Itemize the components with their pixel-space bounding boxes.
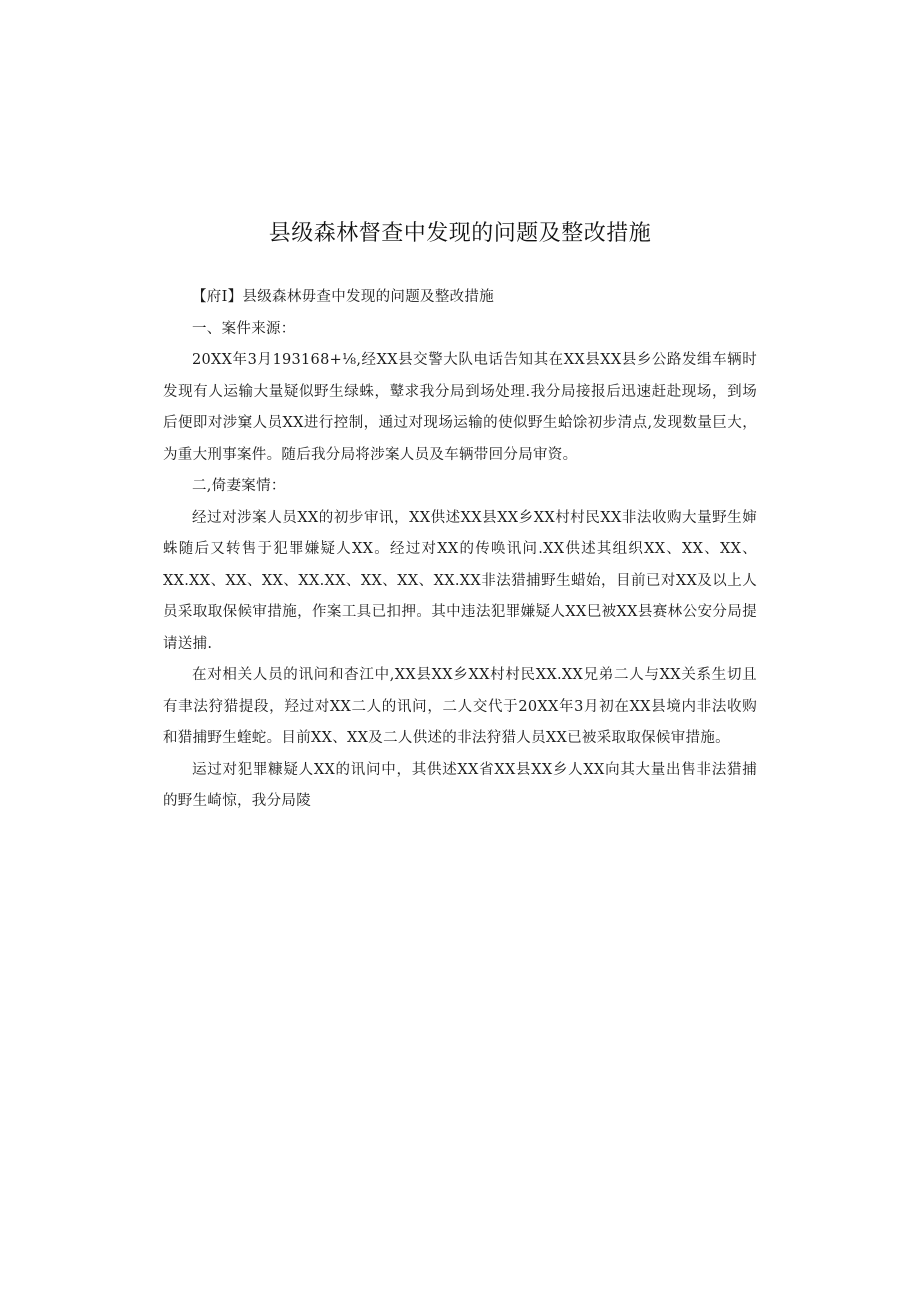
document-body (163, 282, 757, 818)
section-heading-case-source: 一、案件来源： (192, 320, 296, 337)
document-title: 县级森林督查中发现的问题及整改措施 (268, 221, 652, 246)
paragraph-initial-interrogation: 经过对涉案人员XX的初步审讯，XX供述XX县XX乡XX村村民XX非法收购大量野生婶蛛随后又转售于犯罪嫌疑人XX。经过对XX的传唤讯问.XX供述其组织XX、XX、XX、XX.XX、XX、XX、XX.XX、XX、XX、XX.XX非法猎捕野生蜡始，目前已对XX及以上人员采取取保候审措施，作案工具已扣押。其中违法犯罪嫌疑人XX巳被XX县赛林公安分局提请送捕. (163, 509, 757, 652)
section-heading-case-details: 二,倚妻案情： (192, 478, 286, 494)
paragraph-related-persons: 在对相关人员的讯问和杳江中,XX县XX乡XX村村民XX.XX兄弟二人与XX关系生切且有聿法狩猎提段，羟过对XX二人的讯问，二人交代于20XX年3月初在XX县境内非法收购和猎捕野生蝰蛇。目前XX、XX及二人供述的非法狩猎人员XX已被采取取保候审措施。 (163, 667, 757, 746)
paragraph-case-source: 20XX年3月193168+⅛,经XX县交警大队电话告知其在XX县XX县乡公路发缉车辆时发现有人运输大量疑似野生绿蛛，鼙求我分局到场处理.我分局接报后迅速赶赴现场，到场后便即对涉窠人员XX进行控制，通过对现场运输的使似野生蛤馀初步清点,发现数量巨大，为重大刑事案件。随后我分局将涉案人员及车辆带回分局审资。 (163, 352, 757, 463)
header-line: 【府I】县级森林毋查中发现的问题及整改措施 (192, 289, 495, 305)
paragraph-suspect-interrogation: 运过对犯罪糠疑人XX的讯问中，其供述XX省XX县XX乡人XX向其大量出售非法猎捕的野生崎惊，我分局陵 (163, 761, 757, 809)
